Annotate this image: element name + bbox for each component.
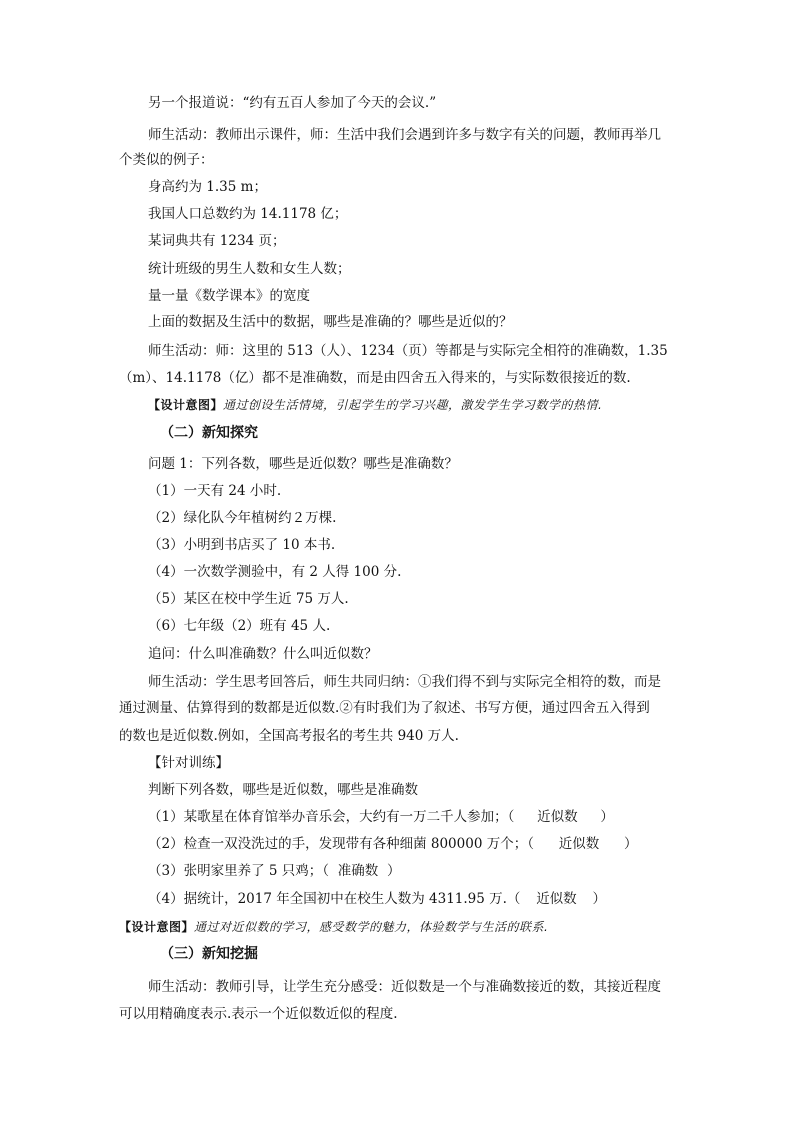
- list-item: （6）七年级（2）班有 45 人.: [148, 618, 331, 634]
- exercise-answer: 准确数: [337, 863, 379, 879]
- text-line: 上面的数据及生活中的数据，哪些是准确的？哪些是近似的？: [148, 314, 513, 330]
- exercise-bracket: ）: [600, 809, 614, 825]
- text-line: 师生活动：教师出示课件，师：生活中我们会遇到许多与数字有关的问题，教师再举几: [148, 127, 661, 143]
- text-line: 师生活动：学生思考回答后，师生共同归纳：①我们得不到与实际完全相符的数，而是: [148, 674, 661, 690]
- design-intent-note: [148, 396, 602, 414]
- note-tag: 【设计意图】: [119, 920, 195, 934]
- text-line: 通过测量、估算得到的数都是近似数.②有时我们为了叙述、书写方便，通过四舍五入得到: [119, 700, 650, 716]
- list-item: （5）某区在校中学生近 75 万人.: [148, 591, 349, 607]
- text-line: 统计班级的男生人数和女生人数；: [148, 261, 351, 277]
- note-text: 通过创设生活情境，引起学生的学习兴趣，激发学生学习数学的热情.: [223, 398, 603, 412]
- exercise-item: [148, 890, 606, 908]
- list-item: （3）小明到书店买了 10 本书.: [148, 537, 336, 553]
- exercise-question: （3）张明家里养了 5 只鸡；（: [148, 863, 330, 879]
- text-line: 量一量《数学课本》的宽度: [148, 288, 310, 304]
- text-line: 可以用精确度表示.表示一个近似数近似的程度.: [119, 1006, 398, 1022]
- exercise-bracket: ）: [623, 836, 638, 852]
- exercise-answer: 近似数: [536, 891, 577, 907]
- exercise-answer: 近似数: [537, 809, 578, 825]
- exercise-bracket: ）: [387, 863, 401, 879]
- exercise-item: [148, 862, 401, 880]
- text-line: 另一个报道说：“约有五百人参加了今天的会议.”: [148, 95, 437, 111]
- list-item: （4）一次数学测验中，有 2 人得 100 分.: [148, 564, 402, 580]
- text-line: 个类似的例子：: [119, 152, 214, 168]
- section-heading: （三）新知挖掘: [160, 946, 258, 962]
- note-tag: 【设计意图】: [148, 398, 224, 412]
- training-heading: 【针对训练】: [148, 755, 229, 771]
- exercise-bracket: ）: [592, 891, 606, 907]
- text-line: 身高约为 1.35 m；: [148, 179, 267, 195]
- exercise-question: （4）据统计，2017 年全国初中在校生人数为 4311.95 万.（: [148, 891, 521, 907]
- text-line: 追问：什么叫准确数？什么叫近似数？: [148, 646, 378, 662]
- exercise-question: （2）检查一双没洗过的手，发现带有各种细菌 800000 万个；（: [148, 836, 534, 852]
- exercise-item: [148, 835, 637, 853]
- section-heading: （二）新知探究: [160, 425, 258, 441]
- text-line: 的数也是近似数.例如，全国高考报名的考生共 940 万人.: [119, 728, 459, 744]
- exercise-item: [148, 808, 614, 826]
- note-text: 通过对近似数的学习，感受数学的魅力，体验数学与生活的联系.: [194, 920, 549, 934]
- exercise-question: （1）某歌星在体育馆举办音乐会，大约有一万二千人参加；（: [148, 809, 515, 825]
- text-line: 师生活动：师：这里的 513（人）、1234（页）等都是与实际完全相符的准确数，1.35: [148, 343, 668, 359]
- list-item: （2）绿化队今年植树约２万棵.: [148, 510, 337, 526]
- text-line: 判断下列各数，哪些是近似数，哪些是准确数: [148, 782, 418, 798]
- text-line: 我国人口总数约为 14.1178 亿；: [148, 206, 348, 222]
- design-intent-note: [119, 918, 548, 936]
- text-line: 师生活动：教师引导，让学生充分感受：近似数是一个与准确数接近的数，其接近程度: [148, 979, 661, 995]
- text-line: 某词典共有 1234 页；: [148, 233, 286, 249]
- text-line: 问题 1：下列各数，哪些是近似数？哪些是准确数？: [148, 456, 458, 472]
- text-line: （m）、14.1178（亿）都不是准确数，而是由四舍五入得来的，与实际数很接近的数.: [119, 370, 631, 386]
- exercise-answer: 近似数: [558, 836, 600, 852]
- list-item: （1）一天有 24 小时.: [148, 483, 282, 499]
